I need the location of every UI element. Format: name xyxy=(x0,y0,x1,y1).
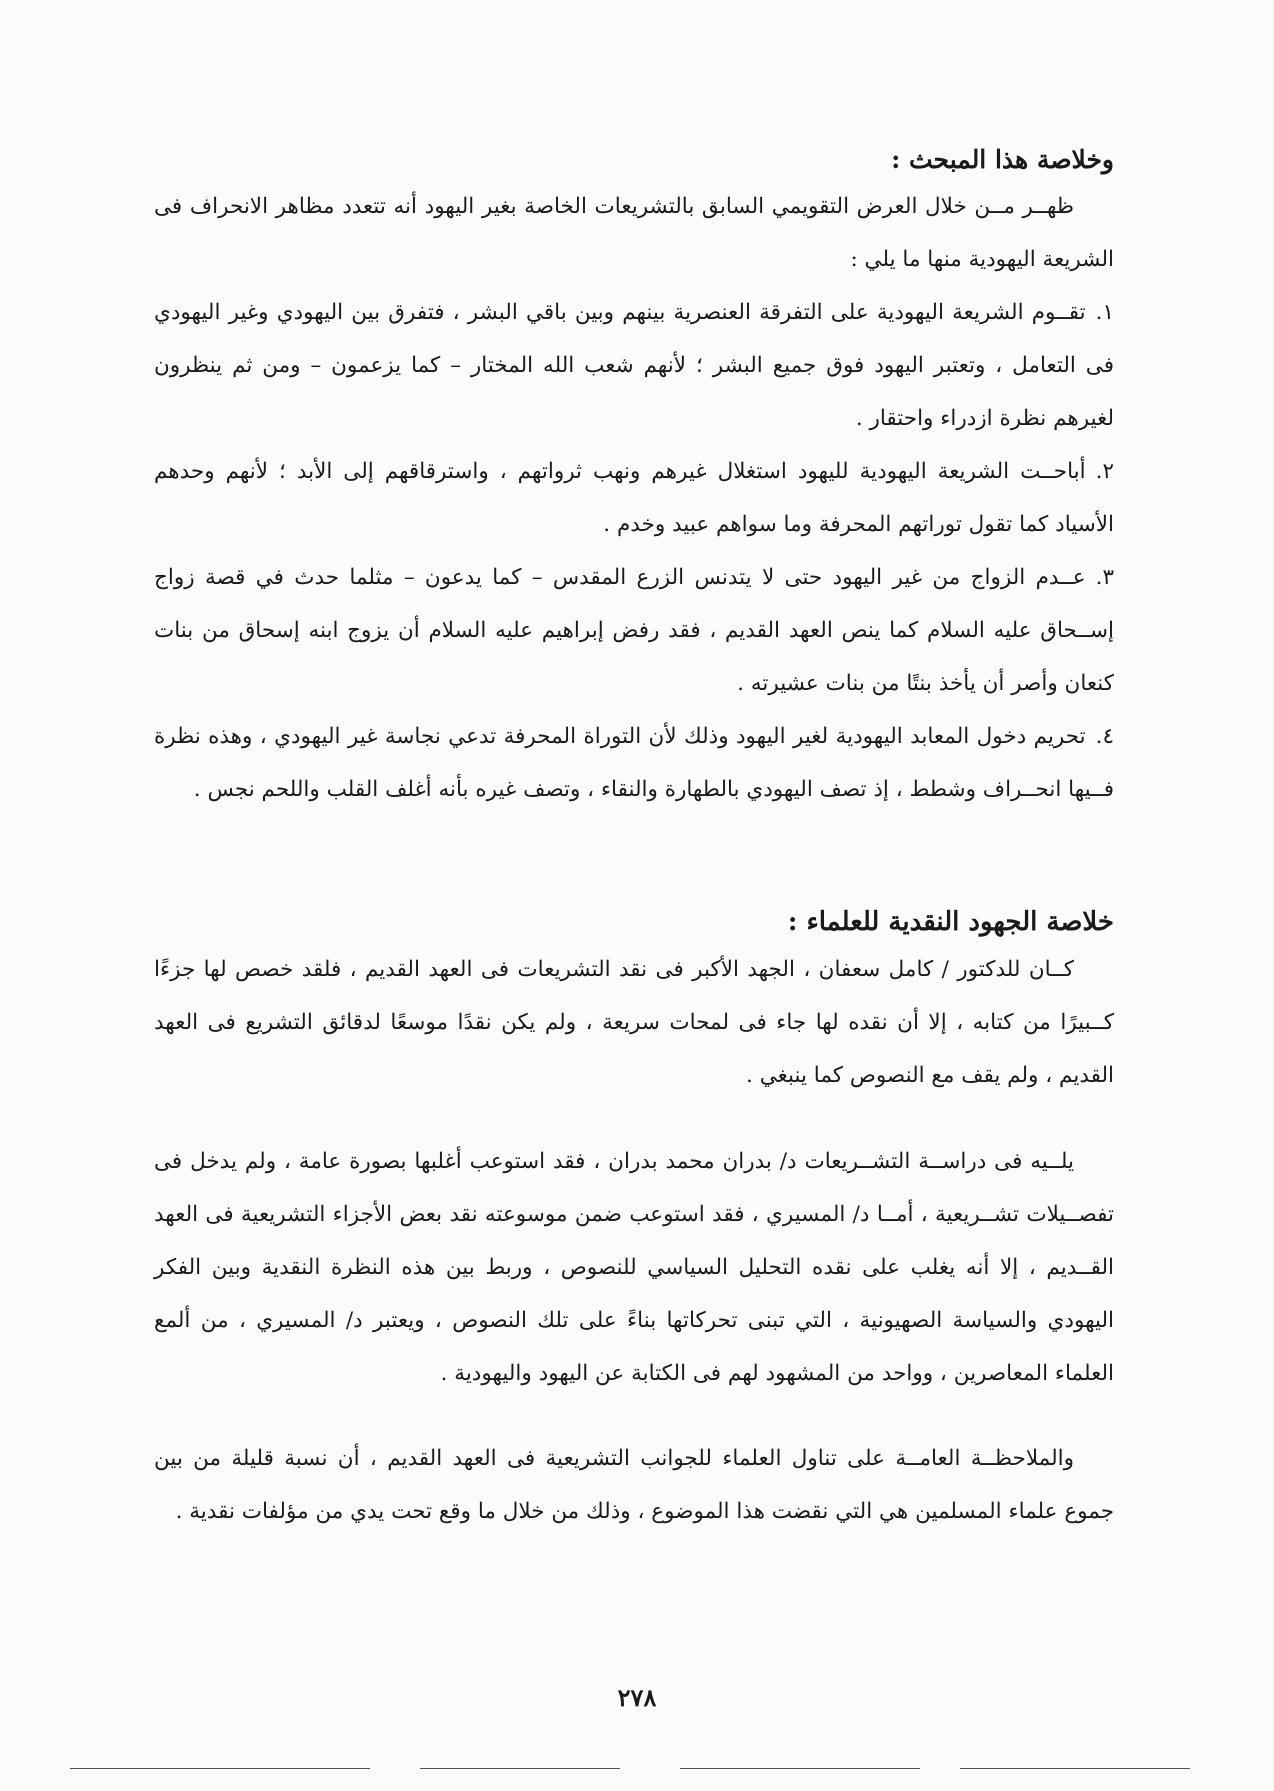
footer-rule xyxy=(70,1768,370,1769)
footer-rule xyxy=(420,1768,620,1769)
list-item-number: ٣. xyxy=(1095,565,1114,590)
list-item-number: ٤. xyxy=(1095,724,1114,749)
list-item-text: عــدم الزواج من غير اليهود حتى لا يتدنس الزرع المقدس – كما يدعون – مثلما حدث في قصة زواج إســحاق عليه السلام كما ينص العهد القديم ، فقد رفض إبراهيم عليه السلام أن يزوج ابنه إسحاق من بنات كنعان وأصر أن يأخذ بنتًا من بنات عشيرته . xyxy=(154,565,1114,696)
list-item xyxy=(154,286,1114,445)
footer-rule xyxy=(960,1768,1190,1769)
list-item xyxy=(154,710,1114,816)
section-heading-critical-efforts: خلاصة الجهود النقدية للعلماء : xyxy=(787,907,1114,937)
section2-body-3 xyxy=(154,1432,1114,1538)
list-item-number: ١. xyxy=(1095,300,1114,325)
section2-body xyxy=(154,943,1114,1102)
paragraph-general-note: والملاحظــة العامــة على تناول العلماء للجوانب التشريعية فى العهد القديم ، أن نسبة قليلة من بين جموع علماء المسلمين هي التي نقضت هذا الموضوع ، وذلك من خلال ما وقع تحت يدي من مؤلفات نقدية . xyxy=(154,1446,1114,1524)
list-item-text: تقــوم الشريعة اليهودية على التفرقة العنصرية بينهم وبين باقي البشر ، فتفرق بين اليهودي وغير اليهودي فى التعامل ، وتعتبر اليهود فوق جميع البشر ؛ لأنهم شعب الله المختار – كما يزعمون – ومن ثم ينظرون لغيرهم نظرة ازدراء واحتقار . xyxy=(154,300,1114,431)
page-number: ٢٧٨ xyxy=(617,1683,657,1712)
section1-body xyxy=(154,180,1114,816)
list-item xyxy=(154,551,1114,710)
footer-rule xyxy=(680,1768,920,1769)
list-item-number: ٢. xyxy=(1095,459,1114,484)
deviations-list xyxy=(154,286,1114,816)
section2-body-2 xyxy=(154,1135,1114,1400)
paragraph-badran-messiri: يلــيه فى دراســة التشــريعات د/ بدران محمد بدران ، فقد استوعب أغلبها بصورة عامة ، ولم يدخل فى تفصــيلات تشــريعية ، أمــا د/ المسيري ، فقد استوعب ضمن موسوعته نقد بعض الأجزاء التشريعية فى العهد القــديم ، إلا أنه يغلب على نقده التحليل السياسي للنصوص ، وربط بين هذه النظرة النقدية وبين الفكر اليهودي والسياسة الصهيونية ، التي تبنى تحركاتها بناءً على تلك النصوص ، ويعتبر د/ المسيري ، من ألمع العلماء المعاصرين ، وواحد من المشهود لهم فى الكتابة عن اليهود واليهودية . xyxy=(154,1149,1114,1386)
section-heading-summary: وخلاصة هذا المبحث : xyxy=(891,145,1114,174)
list-item-text: أباحــت الشريعة اليهودية لليهود استغلال غيرهم ونهب ثرواتهم ، واسترقاقهم إلى الأبد ؛ لأنهم وحدهم الأسياد كما تقول توراتهم المحرفة وما سواهم عبيد وخدم . xyxy=(154,459,1114,537)
list-item xyxy=(154,445,1114,551)
list-item-text: تحريم دخول المعابد اليهودية لغير اليهود وذلك لأن التوراة المحرفة تدعي نجاسة غير اليهودي ، وهذه نظرة فــيها انحــراف وشطط ، إذ تصف اليهودي بالطهارة والنقاء ، وتصف غيره بأنه أغلف القلب واللحم نجس . xyxy=(154,724,1114,802)
paragraph-saafan: كــان للدكتور / كامل سعفان ، الجهد الأكبر فى نقد التشريعات فى العهد القديم ، فلقد خصص لها جزءًا كــبيرًا من كتابه ، إلا أن نقده لها جاء فى لمحات سريعة ، ولم يكن نقدًا موسعًا لدقائق التشريع فى العهد القديم ، ولم يقف مع النصوص كما ينبغي . xyxy=(154,957,1114,1088)
intro-paragraph: ظهــر مــن خلال العرض التقويمي السابق بالتشريعات الخاصة بغير اليهود أنه تتعدد مظاهر الانحراف فى الشريعة اليهودية منها ما يلي : xyxy=(154,194,1114,272)
